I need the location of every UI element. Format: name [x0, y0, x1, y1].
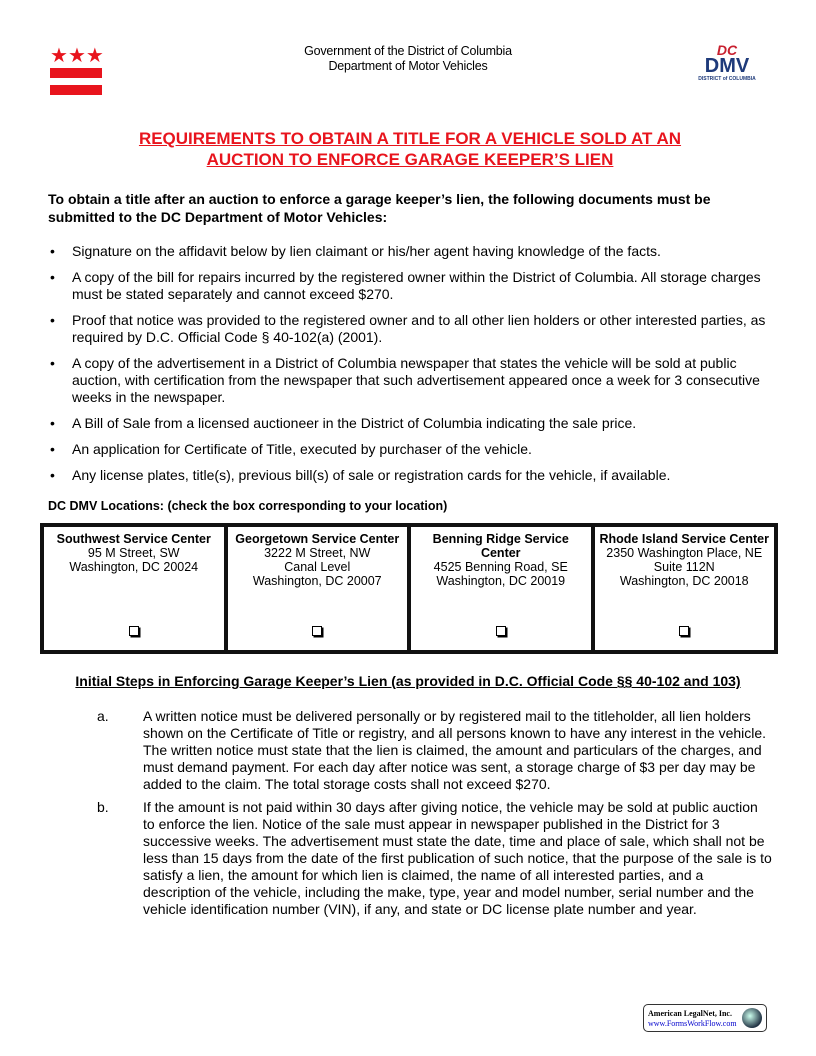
- globe-icon: [742, 1008, 762, 1028]
- footer-link[interactable]: www.FormsWorkFlow.com: [648, 1019, 737, 1028]
- list-item: • Any license plates, title(s), previous bill(s) of sale or registration cards for the vehicle, if available.: [50, 467, 671, 483]
- requirements-list: [48, 243, 772, 493]
- star-icon: ★: [67, 45, 86, 67]
- locations-label: DC DMV Locations: (check the box corresponding to your location): [48, 499, 448, 513]
- steps-heading: Initial Steps in Enforcing Garage Keeper’s Lien (as provided in D.C. Official Code §§ 40-102 and 103): [75, 673, 741, 689]
- list-item: • An application for Certificate of Title, executed by purchaser of the vehicle.: [50, 441, 532, 457]
- list-item: • Proof that notice was provided to the registered owner and to all other lien holders or other interested parties, as required by D.C. Official Code § 40-102(a) (2001).: [50, 312, 766, 345]
- location-benning-ridge: Benning Ridge Service Center 4525 Benning Road, SE Washington, DC 20019: [411, 527, 591, 650]
- list-item: • A Bill of Sale from a licensed auctioneer in the District of Columbia indicating the sale price.: [50, 415, 637, 431]
- intro-text: To obtain a title after an auction to enforce a garage keeper’s lien, the following documents must be submitted to the DC Department of Motor Vehicles:: [48, 191, 711, 225]
- location-georgetown: Georgetown Service Center 3222 M Street, NW Canal Level Washington, DC 20007: [228, 527, 408, 650]
- location-checkbox[interactable]: [496, 626, 506, 636]
- star-icon: ★: [50, 45, 68, 67]
- header-department: Department of Motor Vehicles: [328, 59, 488, 73]
- header-government: Government of the District of Columbia: [304, 44, 512, 58]
- star-icon: ★: [85, 45, 104, 67]
- location-checkbox[interactable]: [129, 626, 139, 636]
- location-checkbox[interactable]: [679, 626, 689, 636]
- dc-dmv-logo: DC DMV DISTRICT of COLUMBIA: [698, 42, 756, 82]
- document-title: REQUIREMENTS TO OBTAIN A TITLE FOR A VEHICLE SOLD AT AN AUCTION TO ENFORCE GARAGE KEEPER’S LIEN: [138, 129, 682, 169]
- location-checkbox[interactable]: [312, 626, 322, 636]
- location-southwest: Southwest Service Center 95 M Street, SW Washington, DC 20024: [44, 527, 224, 650]
- list-item: • Signature on the affidavit below by lien claimant or his/her agent having knowledge of the facts.: [50, 243, 661, 259]
- locations-table: [40, 523, 778, 654]
- footer-badge: American LegalNet, Inc. www.FormsWorkFlow.com: [643, 1004, 767, 1032]
- list-item: • A copy of the bill for repairs incurred by the registered owner within the District of Columbia. All storage charges must be stated separately and cannot exceed $270.: [50, 269, 761, 302]
- step-a: a. A written notice must be delivered personally or by registered mail to the titleholder, all lien holders shown on the Certificate of Title or registry, and all persons known to have any interest in the vehicle. The written notice must state that the lien is claimed, the amount and particulars of the charges, and must demand payment. For each day after notice was sent, a storage charge of $3 per day may be added to the claim. The total storage costs shall not exceed $270.: [97, 708, 767, 792]
- step-b: b. If the amount is not paid within 30 days after giving notice, the vehicle may be sold at public auction to enforce the lien. Notice of the sale must appear in newspaper published in the District for 3 successive weeks. The advertisement must state the date, time and place of sale, which shall not be less than 15 days from the date of the first publication of such notice, that the purpose of the sale is to satisfy a lien, the amount for which lien is claimed, the name of all interested parties, and a description of the vehicle, including the make, type, year and model number, serial number and the vehicle identification number (VIN), if any, and state or DC license plate number and year.: [97, 799, 772, 917]
- list-item: • A copy of the advertisement in a District of Columbia newspaper that states the vehicle will be sold at public auction, with certification from the newspaper that such advertisement appeared once a week for 3 consecutive weeks in the newspaper.: [50, 355, 760, 405]
- location-rhode-island: Rhode Island Service Center 2350 Washington Place, NE Suite 112N Washington, DC 20018: [595, 527, 775, 650]
